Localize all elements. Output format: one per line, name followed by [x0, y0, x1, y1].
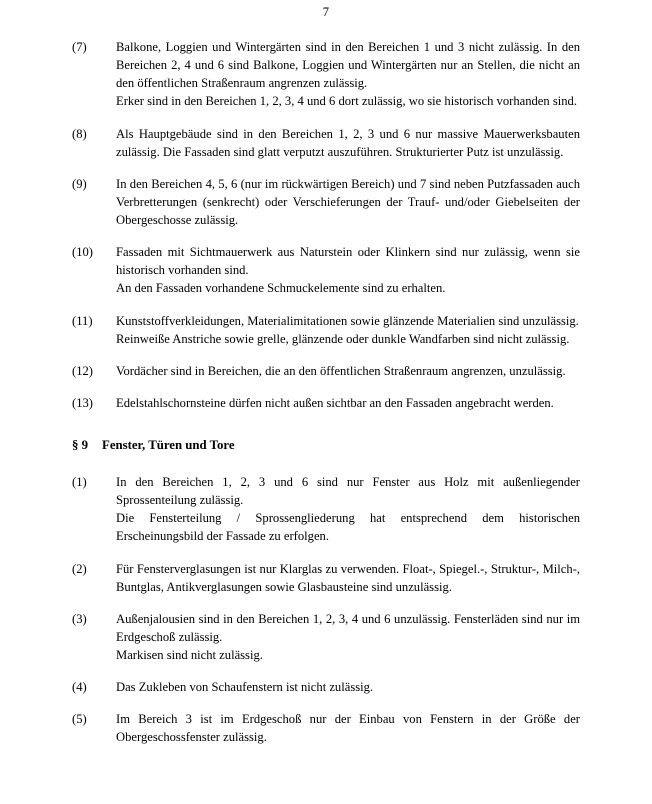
item-body: [116, 473, 580, 546]
item-marker: (10): [72, 245, 93, 260]
list-item: [72, 710, 580, 746]
item-marker: (2): [72, 561, 87, 576]
list-item: [72, 473, 580, 546]
item-body: [116, 610, 580, 664]
item-paragraph: Die Fensterteilung / Sprossengliederung hat entsprechend dem historischen Erscheinungsbild der Fassade zu erfolgen.: [116, 511, 580, 544]
section-number: § 9: [72, 438, 88, 452]
list-item: [72, 560, 580, 596]
section-title: Fenster, Türen und Tore: [102, 438, 235, 452]
item-paragraph: Im Bereich 3 ist im Erdgeschoß nur der Einbau von Fenstern in der Größe der Obergeschossfenster zulässig.: [116, 712, 580, 745]
item-paragraph: Das Zukleben von Schaufenstern ist nicht zulässig.: [116, 680, 374, 695]
page-content: [0, 20, 652, 747]
list-item: [72, 243, 580, 297]
item-body: [116, 710, 580, 746]
item-marker: (1): [72, 475, 87, 489]
item-body: [116, 175, 580, 229]
item-body: [116, 125, 580, 161]
item-body: [116, 678, 580, 696]
item-paragraph: Edelstahlschornsteine dürfen nicht außen sichtbar an den Fassaden angebracht werden.: [116, 395, 554, 410]
item-marker: (7): [72, 40, 87, 54]
item-marker: (4): [72, 680, 87, 695]
item-body: [116, 362, 580, 380]
item-paragraph: Fassaden mit Sichtmauerwerk aus Naturstein oder Klinkern sind nur zulässig, wenn sie historisch vorhanden sind.: [116, 245, 580, 278]
item-paragraph: Außenjalousien sind in den Bereichen 1, 2, 3, 4 und 6 unzulässig. Fensterläden sind nur im Erdgeschoß zulässig.: [116, 611, 580, 644]
item-paragraph: Reinweiße Anstriche sowie grelle, glänzende oder dunkle Wandfarben sind nicht zulässig.: [116, 331, 570, 346]
item-marker: (11): [72, 313, 93, 328]
list-item: [72, 38, 580, 111]
item-paragraph: Balkone, Loggien und Wintergärten sind in den Bereichen 1 und 3 nicht zulässig. In den Bereichen 2, 4 und 6 sind Balkone, Loggien und Wintergärten nur an Stellen, die nicht an den öffentlichen Straßenraum angrenzen zulässig.: [116, 40, 580, 91]
item-marker: (3): [72, 611, 87, 626]
list-item: [72, 610, 580, 664]
item-paragraph: In den Bereichen 4, 5, 6 (nur im rückwärtigen Bereich) und 7 sind neben Putzfassaden auch Verbretterungen (senkrecht) oder Verschieferungen der Trauf- und/oder Giebelseiten der Obergeschosse zulässig.: [116, 176, 580, 227]
item-body: [116, 560, 580, 596]
item-marker: (9): [72, 176, 87, 191]
item-marker: (12): [72, 363, 93, 378]
item-marker: (13): [72, 395, 93, 410]
item-body: [116, 38, 580, 111]
section-heading: [72, 438, 580, 453]
item-paragraph: Für Fensterverglasungen ist nur Klarglas zu verwenden. Float-, Spiegel.-, Struktur-, Milch-, Buntglas, Antikverglasungen sowie Glasbausteine sind unzulässig.: [116, 561, 580, 594]
list-item: [72, 362, 580, 380]
list-item: [72, 312, 580, 348]
list-item: [72, 125, 580, 161]
item-paragraph: In den Bereichen 1, 2, 3 und 6 sind nur Fenster aus Holz mit außenliegender Sprossenteilung zulässig.: [116, 475, 580, 508]
item-paragraph: Als Hauptgebäude sind in den Bereichen 1, 2, 3 und 6 nur massive Mauerwerksbauten zulässig. Die Fassaden sind glatt verputzt auszuführen. Strukturierter Putz ist unzulässig.: [116, 126, 580, 159]
item-paragraph: An den Fassaden vorhandene Schmuckelemente sind zu erhalten.: [116, 281, 446, 296]
item-marker: (5): [72, 712, 87, 727]
item-marker: (8): [72, 126, 87, 141]
item-paragraph: Markisen sind nicht zulässig.: [116, 648, 263, 662]
item-paragraph: Kunststoffverkleidungen, Materialimitationen sowie glänzende Materialien sind unzulässig.: [116, 313, 579, 328]
item-body: [116, 394, 580, 412]
item-body: [116, 243, 580, 297]
page-number: 7: [322, 5, 330, 19]
item-body: [116, 312, 580, 348]
item-paragraph: Vordächer sind in Bereichen, die an den öffentlichen Straßenraum angrenzen, unzulässig.: [116, 363, 566, 378]
item-paragraph: Erker sind in den Bereichen 1, 2, 3, 4 und 6 dort zulässig, wo sie historisch vorhanden sind.: [116, 94, 577, 109]
list-item: [72, 394, 580, 412]
list-item: [72, 175, 580, 229]
list-item: [72, 678, 580, 696]
